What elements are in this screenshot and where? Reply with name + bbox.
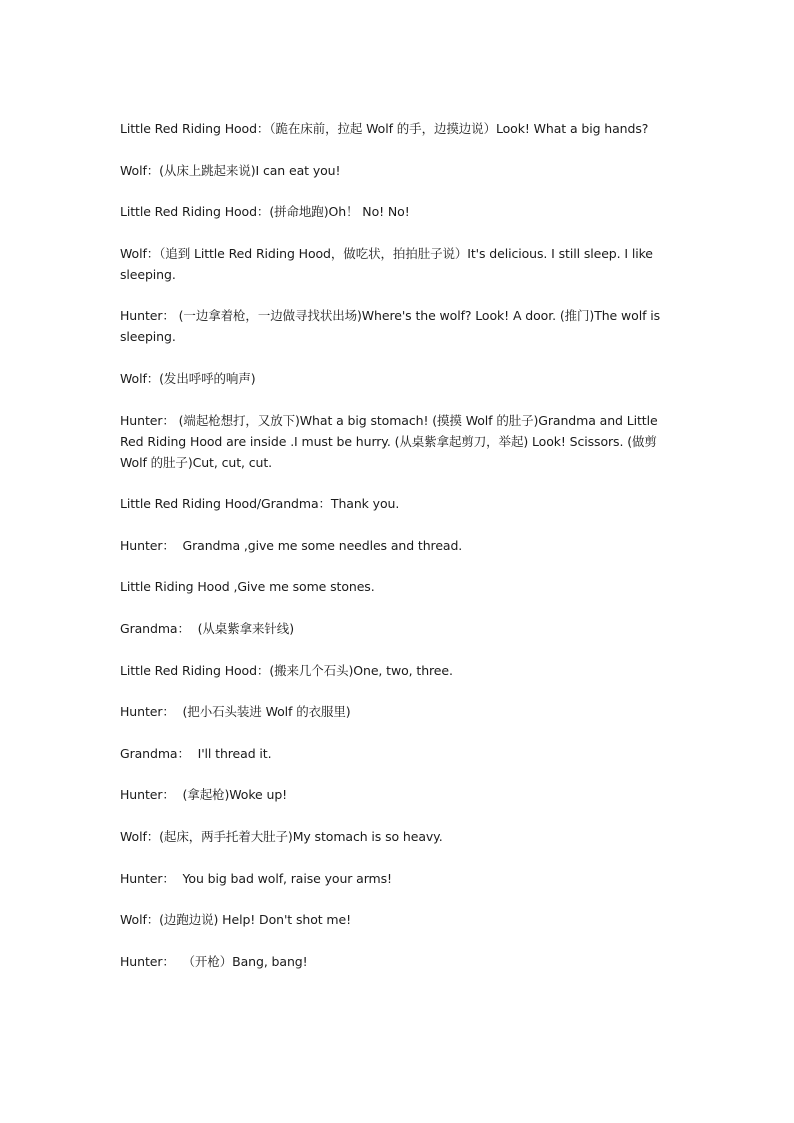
dialogue-line: Hunter： (端起枪想打，又放下)What a big stomach! (摸摸 Wolf 的肚子)Grandma and Little Red Riding Hood are inside .I must be hurry. (从桌紫拿起剪刀，举起) Look! Scissors. (做剪 Wolf 的肚子)Cut, cut, cut.: [120, 412, 662, 470]
dialogue-line: Wolf：(发出呼呼的响声): [120, 370, 256, 386]
dialogue-line: Little Red Riding Hood：(搬来几个石头)One, two, three.: [120, 662, 453, 678]
dialogue-line: Hunter： Grandma ,give me some needles and thread.: [120, 537, 463, 553]
dialogue-line: Wolf：(从床上跳起来说)I can eat you!: [120, 162, 341, 178]
dialogue-line: Little Red Riding Hood：（跪在床前，拉起 Wolf 的手，边摸边说）Look! What a big hands?: [120, 121, 649, 136]
dialogue-line: Hunter： (拿起枪)Woke up!: [120, 787, 288, 803]
dialogue-line: Hunter： You big bad wolf, raise your arms!: [120, 870, 392, 886]
script-body: [120, 118, 682, 992]
dialogue-line: Hunter： (把小石头装进 Wolf 的衣服里): [120, 704, 351, 720]
dialogue-line: Wolf：(边跑边说) Help! Don't shot me!: [120, 912, 351, 928]
dialogue-line: Hunter： (一边拿着枪，一边做寻找状出场)Where's the wolf? Look! A door. (推门)The wolf is sleeping.: [120, 308, 664, 345]
dialogue-line: Grandma： (从桌紫拿来针线): [120, 620, 294, 636]
dialogue-line: Grandma： I'll thread it.: [120, 745, 272, 761]
dialogue-line: Hunter： （开枪）Bang, bang!: [120, 953, 308, 969]
dialogue-line: Little Riding Hood ,Give me some stones.: [120, 579, 375, 595]
dialogue-line: Wolf：(起床，两手托着大肚子)My stomach is so heavy.: [120, 828, 443, 844]
dialogue-line: Little Red Riding Hood：(拼命地跑)Oh！ No! No!: [120, 204, 410, 220]
dialogue-line: Little Red Riding Hood/Grandma：Thank you.: [120, 496, 400, 512]
dialogue-line: Wolf：（追到 Little Red Riding Hood，做吃状，拍拍肚子说）It's delicious. I still sleep. I like sleeping.: [120, 245, 657, 282]
